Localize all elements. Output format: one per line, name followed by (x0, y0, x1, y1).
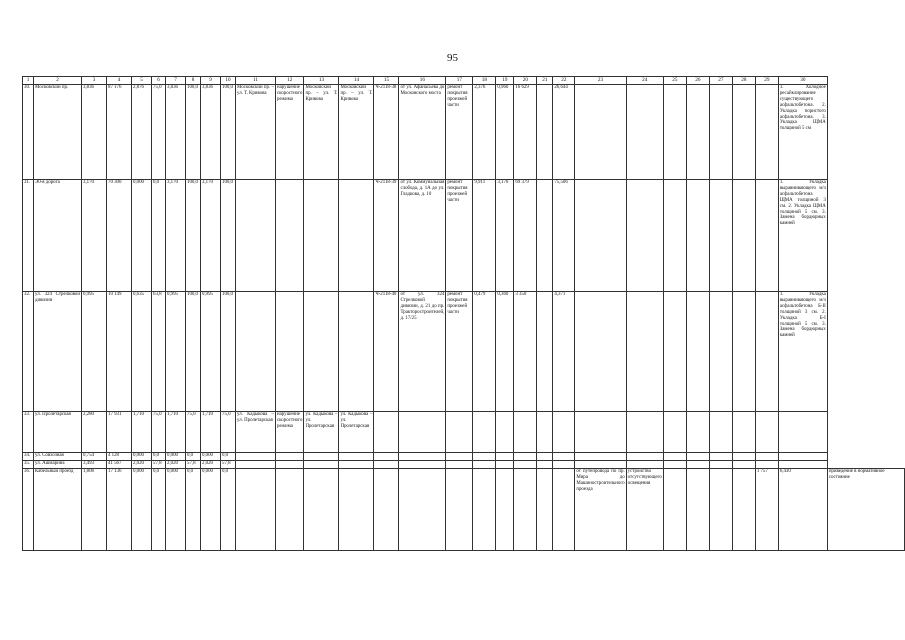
data-table (22, 76, 905, 551)
table-cell (236, 180, 276, 292)
table-cell (663, 180, 686, 292)
table-cell: 1. Укладка выравнивающего м/з асфальтобетона Б-II толщиной 3 см. 2. Укладка Б-I толщиной 5 см. 3. Замена бордюрных камней (778, 292, 827, 412)
table-cell (537, 180, 553, 292)
table-cell (778, 412, 827, 453)
table-cell: 75,0 (152, 85, 166, 180)
table-cell: 57,8 (221, 461, 236, 469)
table-cell: 0,0 (152, 180, 166, 292)
table-row (23, 180, 905, 292)
table-cell: ул. Пролетарская (34, 412, 82, 453)
table-cell: 30. (23, 85, 34, 180)
table-cell (304, 469, 339, 551)
table-cell: 1. Укладка выравнивающего м/з асфальтобетона ЩМА толщиной 3 см. 2. Укладка ЩМА толщиной 5 см. 3. Замена бордюрных камней (778, 180, 827, 292)
table-cell (537, 85, 553, 180)
table-cell (709, 453, 732, 461)
table-cell (732, 412, 755, 453)
table-cell: 3 350 (514, 292, 537, 412)
table-cell (236, 292, 276, 412)
header-cell: 5 (132, 77, 152, 85)
table-cell (399, 461, 446, 469)
table-cell (339, 461, 374, 469)
table-cell: 0,000 (132, 180, 152, 292)
table-cell (446, 412, 473, 453)
table-cell (575, 412, 626, 453)
table-cell: 2,020 (166, 461, 186, 469)
table-cell (374, 453, 399, 461)
page-number: 95 (447, 52, 458, 64)
header-cell: 16 (399, 77, 446, 85)
table-cell: 75,506 (553, 180, 575, 292)
table-cell: 4,371 (553, 292, 575, 412)
header-cell: 20 (514, 77, 537, 85)
header-cell: 11 (236, 77, 276, 85)
table-cell: 1 757 (755, 469, 778, 551)
header-cell: 22 (553, 77, 575, 85)
table-cell (304, 453, 339, 461)
table-cell: 2,876 (132, 85, 152, 180)
table-cell (709, 85, 732, 180)
table-cell: 75,0 (221, 412, 236, 453)
table-cell (663, 461, 686, 469)
table-cell: 1,710 (132, 412, 152, 453)
table-cell (339, 180, 374, 292)
table-cell (626, 292, 663, 412)
table-cell (755, 412, 778, 453)
header-cell: 30 (778, 77, 827, 85)
table-cell (553, 461, 575, 469)
table-cell: 0,0 (221, 453, 236, 461)
table-cell (537, 461, 553, 469)
table-cell: 57,8 (186, 461, 201, 469)
table-cell (276, 292, 304, 412)
table-cell (686, 469, 709, 551)
table-cell: нарушение скоростного режима (276, 85, 304, 180)
table-cell: 9,911 (473, 180, 496, 292)
table-cell (446, 453, 473, 461)
table-cell (514, 453, 537, 461)
header-cell: 23 (575, 77, 626, 85)
header-cell: 15 (374, 77, 399, 85)
table-cell: 100,0 (186, 85, 201, 180)
table-cell: 0,0 (152, 453, 166, 461)
table-cell (553, 469, 575, 551)
table-cell: 3,836 (166, 85, 186, 180)
table-cell (473, 469, 496, 551)
table-row (23, 85, 905, 180)
table-cell (399, 453, 446, 461)
table-cell: 0,0 (221, 469, 236, 551)
table-cell (339, 292, 374, 412)
table-cell: 1. Холодное ресайклирование существующего асфальтобетона. 2. Укладка пористого асфальтобетона. 3. Укладка ЩМА толщиной 5 см (778, 85, 827, 180)
table-cell: 1,710 (201, 412, 221, 453)
header-cell: 25 (663, 77, 686, 85)
header-cell: 9 (201, 77, 221, 85)
table-cell: 17 136 (107, 469, 132, 551)
table-cell (686, 461, 709, 469)
table-cell: Кабельный проезд (34, 469, 82, 551)
table-cell (446, 469, 473, 551)
table-cell: 0,000 (132, 469, 152, 551)
table-cell (514, 469, 537, 551)
table-row (23, 469, 905, 551)
table-cell: 0,0 (186, 469, 201, 551)
table-cell: 100,0 (186, 292, 201, 412)
table-cell: 1,808 (82, 469, 107, 551)
table-cell: 0,000 (201, 453, 221, 461)
table-cell: 35. (23, 461, 34, 469)
table-cell (514, 461, 537, 469)
table-cell: 0,995 (201, 292, 221, 412)
table-cell: 0,000 (132, 453, 152, 461)
table-cell (276, 461, 304, 469)
table-cell: 3,836 (82, 85, 107, 180)
header-cell: 29 (755, 77, 778, 85)
table-cell: 33. (23, 412, 34, 453)
table-cell (686, 412, 709, 453)
header-cell: 26 (686, 77, 709, 85)
table-cell (496, 453, 514, 461)
table-cell: 3,170 (166, 180, 186, 292)
table-cell (236, 461, 276, 469)
table-cell (537, 469, 553, 551)
table-cell: ул. Кадыкова – ул. Пролетарская (236, 412, 276, 453)
table-cell (709, 412, 732, 453)
table-cell (496, 461, 514, 469)
header-cell: 10 (221, 77, 236, 85)
table-cell: 0,635 (132, 292, 152, 412)
table-cell (732, 469, 755, 551)
table-cell: 0,0 (186, 453, 201, 461)
header-cell: 14 (339, 77, 374, 85)
table-cell (732, 453, 755, 461)
header-cell: 13 (304, 77, 339, 85)
table-row (23, 461, 905, 469)
table-cell: 26,644 (553, 85, 575, 180)
table-cell: 0,995 (166, 292, 186, 412)
table-cell: устройство отсутствующего освещения (626, 469, 663, 551)
table-cell (374, 469, 399, 551)
header-cell: 17 (446, 77, 473, 85)
table-cell: от ул. 324 Стрелковой дивизии, д. 21 до пр. Тракторостроителей, д. 17/25 (399, 292, 446, 412)
table-cell: 3,170 (82, 180, 107, 292)
table-cell (663, 412, 686, 453)
table-cell: 69 379 (514, 180, 537, 292)
table-cell: 3,836 (201, 85, 221, 180)
table-cell (514, 412, 537, 453)
table-cell: нарушение скоростного режима (276, 412, 304, 453)
table-cell: ремонт покрытия проезжей части (446, 85, 473, 180)
table-cell (709, 180, 732, 292)
header-cell: 19 (496, 77, 514, 85)
table-cell (709, 292, 732, 412)
table-cell (686, 453, 709, 461)
header-cell: 7 (166, 77, 186, 85)
table-cell: 0,754 (82, 453, 107, 461)
table-cell: 6,430 (778, 469, 827, 551)
table-cell: 32. (23, 292, 34, 412)
table-cell (686, 85, 709, 180)
table-cell (374, 412, 399, 453)
table-cell: 87 176 (107, 85, 132, 180)
table-cell (663, 85, 686, 180)
table-cell: Ч-2118-40 (374, 292, 399, 412)
table-cell: 100,0 (221, 180, 236, 292)
table-cell (473, 412, 496, 453)
header-row (23, 77, 905, 85)
table-cell: ремонт покрытия проезжей части (446, 292, 473, 412)
table-cell: от путепровода по пр. Мира до Машиностроительного проезда (575, 469, 626, 551)
table-cell (304, 292, 339, 412)
table-cell: 100,0 (186, 180, 201, 292)
table-cell: ул. Ашмарина (34, 461, 82, 469)
table-cell (473, 461, 496, 469)
table-cell: 0,000 (201, 469, 221, 551)
table-cell: 3,493 (82, 461, 107, 469)
table-cell (496, 412, 514, 453)
table-cell (626, 85, 663, 180)
table-cell (755, 453, 778, 461)
table-cell: 16 629 (514, 85, 537, 180)
table-cell (732, 85, 755, 180)
table-cell (686, 180, 709, 292)
table-cell: приведение в нормативное состояние (827, 469, 904, 551)
table-cell (304, 461, 339, 469)
table-cell: от ул. Коммунальная слобода, д. 1А до ул. Гладкова, д. 10 (399, 180, 446, 292)
table-cell: Московский пр. – ул. Т. Кривова (304, 85, 339, 180)
table-cell: ул. Кадыкова – ул. Пролетарская (339, 412, 374, 453)
table-cell (755, 461, 778, 469)
table-cell: 0,360 (496, 292, 514, 412)
table-cell: Ч-2118-39 (374, 180, 399, 292)
table-cell (339, 469, 374, 551)
table-cell (732, 461, 755, 469)
table-cell: 100,0 (221, 292, 236, 412)
table-cell: Московский пр. (34, 85, 82, 180)
table-cell (626, 453, 663, 461)
table-cell: 31. (23, 180, 34, 292)
table-cell (537, 292, 553, 412)
table-cell: Ч-2118-38 (374, 85, 399, 180)
table-cell: 0,479 (473, 292, 496, 412)
table-cell (709, 469, 732, 551)
table-cell (446, 461, 473, 469)
table-cell: 3,170 (496, 180, 514, 292)
table-cell (778, 453, 827, 461)
table-cell (473, 453, 496, 461)
table-cell: от ул. Афанасьева до Московского моста (399, 85, 446, 180)
table-cell (399, 469, 446, 551)
table-cell: 0,0 (152, 469, 166, 551)
table-cell (663, 453, 686, 461)
header-cell: 3 (82, 77, 107, 85)
table-cell: Московский пр. – ул. Т. Кривова (339, 85, 374, 180)
header-cell: 8 (186, 77, 201, 85)
table-cell (663, 292, 686, 412)
header-cell: 4 (107, 77, 132, 85)
table-cell (553, 453, 575, 461)
table-cell: 0,995 (82, 292, 107, 412)
table-cell (575, 461, 626, 469)
table-cell: 2,020 (132, 461, 152, 469)
header-cell: 24 (626, 77, 663, 85)
table-cell (276, 469, 304, 551)
table-cell: 0,960 (496, 85, 514, 180)
table-cell (374, 461, 399, 469)
table-cell: 2,020 (201, 461, 221, 469)
header-cell: 21 (537, 77, 553, 85)
table-cell: 0,000 (166, 453, 186, 461)
header-cell: 27 (709, 77, 732, 85)
table-cell (575, 292, 626, 412)
table-cell: 0,000 (166, 469, 186, 551)
table-cell: 1,710 (166, 412, 186, 453)
table-row (23, 292, 905, 412)
table-cell (553, 412, 575, 453)
table-cell (626, 180, 663, 292)
table-cell (575, 180, 626, 292)
table-cell: 63,8 (152, 292, 166, 412)
table-cell: 75,0 (186, 412, 201, 453)
table-cell: 3,170 (201, 180, 221, 292)
table-cell (304, 180, 339, 292)
table-cell: 100,0 (221, 85, 236, 180)
table-row (23, 412, 905, 453)
table-cell (496, 469, 514, 551)
table-cell (626, 461, 663, 469)
header-cell: 28 (732, 77, 755, 85)
table-cell: 2,376 (473, 85, 496, 180)
table-cell (339, 453, 374, 461)
table-cell (732, 292, 755, 412)
table-cell: ремонт покрытия проезжей части (446, 180, 473, 292)
table-cell (626, 412, 663, 453)
table-cell (732, 180, 755, 292)
table-cell (755, 85, 778, 180)
table-cell: 36. (23, 469, 34, 551)
table-cell: 70 300 (107, 180, 132, 292)
table-cell: 41 567 (107, 461, 132, 469)
header-cell: 6 (152, 77, 166, 85)
table-cell (686, 292, 709, 412)
table-cell (276, 453, 304, 461)
table-cell (276, 180, 304, 292)
table-cell (755, 180, 778, 292)
table-cell: ул. Совхозная (34, 453, 82, 461)
table-cell (537, 412, 553, 453)
table-cell (663, 469, 686, 551)
table-cell: 57,8 (152, 461, 166, 469)
table-cell: 17 931 (107, 412, 132, 453)
table-cell (709, 461, 732, 469)
header-cell: 12 (276, 77, 304, 85)
table-cell (537, 453, 553, 461)
table-cell (778, 461, 827, 469)
header-cell: 1 (23, 77, 34, 85)
table-cell: Э0-я дорога (34, 180, 82, 292)
header-cell: 2 (34, 77, 82, 85)
table-cell: Московский пр. – ул. Т. Кривова (236, 85, 276, 180)
table-cell: ул. 324 Стрелковой дивизии (34, 292, 82, 412)
table-cell (755, 292, 778, 412)
table-cell: 2,280 (82, 412, 107, 453)
table-cell: 4 128 (107, 453, 132, 461)
header-cell: 18 (473, 77, 496, 85)
table-cell: 34. (23, 453, 34, 461)
table-cell: 75,0 (152, 412, 166, 453)
table-cell (399, 412, 446, 453)
table-cell (236, 453, 276, 461)
table-cell: 10 149 (107, 292, 132, 412)
table-cell (575, 453, 626, 461)
table-cell (575, 85, 626, 180)
table-cell (236, 469, 276, 551)
table-row (23, 453, 905, 461)
table-cell: ул. Кадыкова – ул. Пролетарская (304, 412, 339, 453)
